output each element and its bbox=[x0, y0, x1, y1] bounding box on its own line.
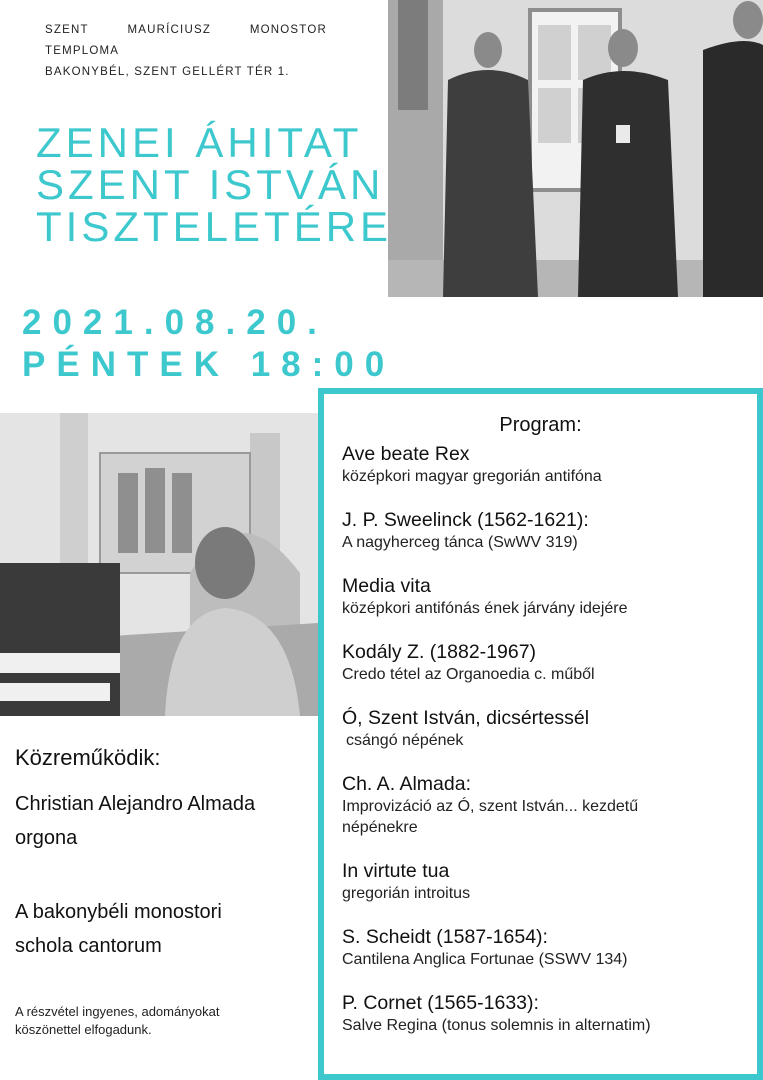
performers-block bbox=[15, 745, 325, 963]
program-item bbox=[342, 991, 749, 1036]
piece-title: Ch. A. Almada: bbox=[342, 773, 471, 795]
program-heading: Program: bbox=[499, 414, 582, 436]
church-address-block bbox=[45, 20, 345, 83]
performers-heading: Közreműködik: bbox=[15, 745, 161, 770]
piece-title: Ave beate Rex bbox=[342, 443, 470, 465]
piece-title: J. P. Sweelinck (1562-1621): bbox=[342, 509, 589, 531]
title-line: TISZTELETÉRE bbox=[36, 203, 393, 250]
piece-title: Media vita bbox=[342, 575, 431, 597]
program-item bbox=[342, 772, 749, 838]
organist-photo bbox=[0, 413, 318, 716]
program-list bbox=[342, 442, 749, 1057]
program-item bbox=[342, 640, 749, 685]
event-title bbox=[36, 119, 393, 250]
performer-role: orgona bbox=[15, 827, 78, 849]
piece-description: gregorián introitus bbox=[342, 885, 471, 902]
title-line: ZENEI ÁHITAT bbox=[36, 119, 363, 166]
piece-description: Cantilena Anglica Fortunae (SSWV 134) bbox=[342, 951, 628, 968]
note-line: A részvétel ingyenes, adományokat bbox=[15, 1004, 220, 1019]
piece-description: Credo tétel az Organoedia c. műből bbox=[342, 666, 595, 683]
piece-title: In virtute tua bbox=[342, 860, 450, 882]
piece-title: S. Scheidt (1587-1654): bbox=[342, 926, 548, 948]
ensemble-name: schola cantorum bbox=[15, 935, 162, 957]
program-item bbox=[342, 706, 749, 751]
church-name-line-1 bbox=[45, 20, 327, 41]
free-entry-note bbox=[15, 1003, 295, 1039]
program-item bbox=[342, 508, 749, 553]
piece-description: Salve Regina (tonus solemnis in alternatim) bbox=[342, 1017, 651, 1034]
monks-photo bbox=[388, 0, 763, 297]
piece-description: középkori magyar gregorián antifóna bbox=[342, 468, 602, 485]
piece-description: A nagyherceg tánca (SwWV 319) bbox=[342, 534, 578, 551]
program-item bbox=[342, 442, 749, 487]
church-word: MAURÍCIUSZ bbox=[127, 24, 212, 36]
ensemble-name: A bakonybéli monostori bbox=[15, 901, 222, 923]
program-box bbox=[318, 388, 763, 1080]
church-word: MONOSTOR bbox=[249, 24, 327, 36]
program-item bbox=[342, 574, 749, 619]
program-item bbox=[342, 859, 749, 904]
piece-title: Ó, Szent István, dicsértessél bbox=[342, 707, 590, 729]
piece-title: Kodály Z. (1882-1967) bbox=[342, 641, 537, 663]
time-line: PÉNTEK 18:00 bbox=[22, 345, 396, 384]
piece-title: P. Cornet (1565-1633): bbox=[342, 992, 539, 1014]
piece-description: népénekre bbox=[342, 819, 418, 836]
date-line: 2021.08.20. bbox=[22, 303, 328, 342]
church-address: BAKONYBÉL, SZENT GELLÉRT TÉR 1. bbox=[45, 66, 290, 78]
organist-illustration bbox=[0, 413, 318, 716]
monks-illustration bbox=[388, 0, 763, 297]
church-word: SZENT bbox=[45, 24, 89, 36]
note-line: köszönettel elfogadunk. bbox=[15, 1022, 152, 1037]
performer-name: Christian Alejandro Almada bbox=[15, 793, 256, 815]
piece-description: Improvizáció az Ó, szent István... kezdetű bbox=[342, 798, 639, 815]
title-line: SZENT ISTVÁN bbox=[36, 161, 385, 208]
piece-description: középkori antifónás ének járvány idejére bbox=[342, 600, 628, 617]
event-date bbox=[22, 302, 395, 386]
piece-description: csángó népének bbox=[346, 732, 464, 749]
church-name-line-2: TEMPLOMA bbox=[45, 45, 120, 57]
program-item bbox=[342, 925, 749, 970]
